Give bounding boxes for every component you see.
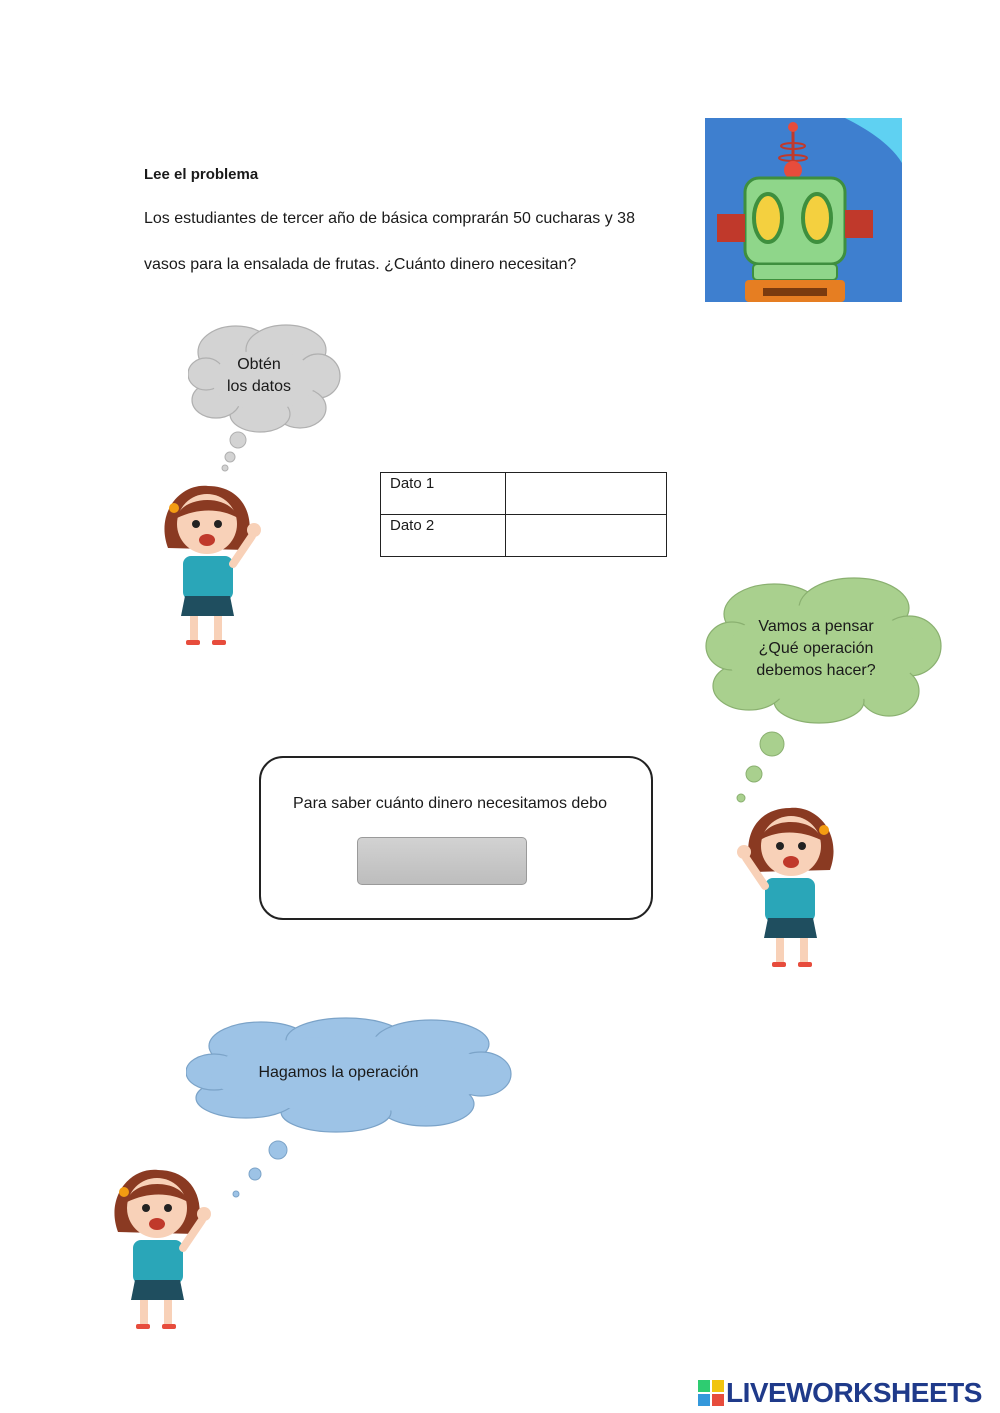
cloud-green-line-3: debemos hacer?: [756, 662, 876, 679]
data-input-1[interactable]: [506, 473, 667, 515]
problem-line-1: Los estudiantes de tercer año de básica comprarán 50 cucharas y 38: [144, 210, 635, 227]
data-label-1: Dato 1: [381, 473, 506, 515]
liveworksheets-logo: [698, 1376, 982, 1410]
logo-icon: [698, 1380, 724, 1406]
cloud-green-line-1: Vamos a pensar: [758, 618, 874, 635]
table-row: [381, 473, 667, 515]
girl-illustration: [150, 478, 270, 648]
answer-prompt: Para saber cuánto dinero necesitamos debo: [293, 795, 607, 812]
operation-dropdown[interactable]: [357, 837, 527, 885]
cloud-blue-text: Hagamos la operación: [258, 1064, 419, 1081]
girl-illustration: [728, 800, 848, 970]
girl-illustration: [100, 1162, 220, 1332]
thought-cloud-green: [704, 576, 944, 806]
problem-line-2: vasos para la ensalada de frutas. ¿Cuánto dinero necesitan?: [144, 256, 577, 273]
table-row: [381, 515, 667, 557]
cloud-green-text: [736, 616, 896, 682]
cloud-gray-text: [209, 354, 309, 398]
thought-cloud-blue: [186, 1014, 516, 1199]
data-input-2[interactable]: [506, 515, 667, 557]
data-table: [380, 472, 667, 557]
problem-heading: Lee el problema: [144, 166, 259, 183]
cloud-green-line-2: ¿Qué operación: [758, 640, 874, 657]
data-label-2: Dato 2: [381, 515, 506, 557]
logo-text: LIVEWORKSHEETS: [726, 1377, 982, 1408]
robot-image: [705, 118, 902, 302]
cloud-gray-line-2: los datos: [226, 378, 292, 395]
cloud-gray-line-1: Obtén: [237, 356, 281, 373]
